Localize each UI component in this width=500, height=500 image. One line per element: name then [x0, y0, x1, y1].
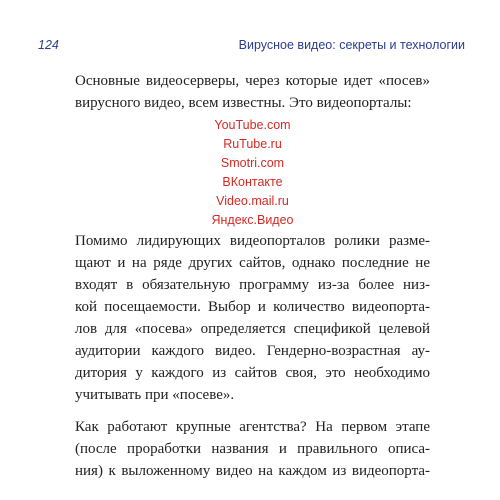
text-line: щают и на ряде других сайтов, однако последние не	[75, 255, 430, 271]
portal-item-yandex-video: Яндекс.Видео	[211, 213, 294, 227]
portal-item-youtube: YouTube.com	[214, 118, 291, 132]
text-line: кой посещаемости. Выбор и количество видеопорта-	[75, 299, 430, 315]
text-line: дитория у каждого из сайтов своя, это необходимо	[75, 365, 430, 381]
body-text	[75, 70, 430, 482]
text-line: (после проработки названия и правильного описа-	[75, 441, 430, 457]
text-line: входят в обязательную программу из-за более низ-	[75, 277, 430, 293]
text-line: Как работают крупные агентства? На первом этапе	[75, 419, 430, 435]
portal-item-smotri: Smotri.com	[220, 156, 285, 170]
text-line: ния) к выложенному видео на каждом из видеопорта-	[75, 463, 430, 479]
portal-item-vkontakte: ВКонтакте	[222, 175, 283, 189]
video-portal-list	[75, 116, 430, 230]
page-header	[38, 38, 465, 56]
last-paragraph	[75, 416, 430, 482]
text-line: учитывать при «посеве».	[75, 387, 235, 403]
text-line: аудитории каждого видео. Гендерно-возрастная ау-	[75, 343, 430, 359]
text-line: Основные видеосерверы, через которые идет «посев»	[75, 73, 430, 89]
portal-item-video-mail: Video.mail.ru	[216, 194, 289, 208]
running-title: Вирусное видео: секреты и технологии	[238, 38, 465, 52]
middle-paragraph	[75, 230, 430, 406]
text-line: Помимо лидирующих видеопорталов ролики разме-	[75, 233, 430, 249]
page-number: 124	[38, 38, 59, 52]
intro-paragraph	[75, 70, 430, 114]
text-line: вирусного видео, всем известны. Это видеопорталы:	[75, 95, 412, 111]
text-line: лов для «посева» определяется спецификой целевой	[75, 321, 430, 337]
portal-item-rutube: RuTube.ru	[223, 137, 282, 151]
